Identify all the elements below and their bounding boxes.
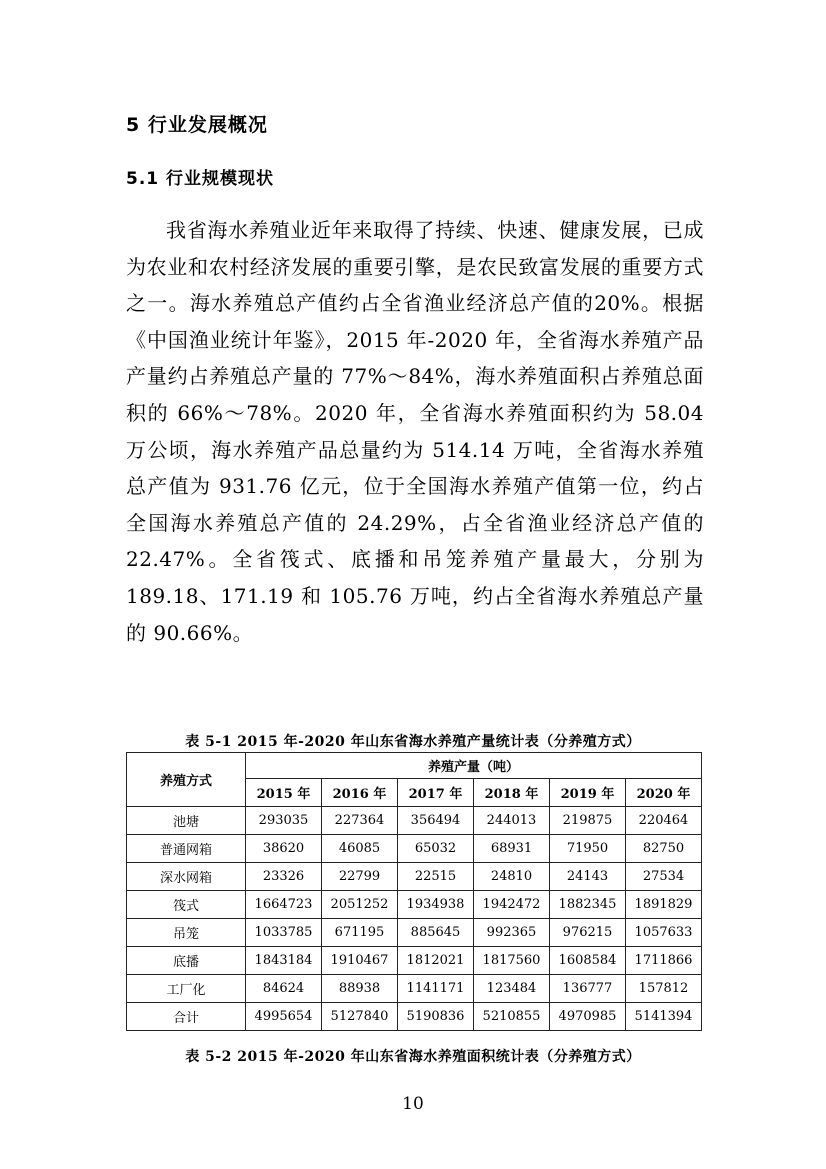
value-cell: 1817560 <box>474 947 550 975</box>
value-cell: 992365 <box>474 919 550 947</box>
value-cell: 68931 <box>474 835 550 863</box>
value-cell: 1882345 <box>550 891 626 919</box>
value-cell: 2051252 <box>322 891 398 919</box>
year-column-header: 2020 年 <box>626 779 702 807</box>
value-cell: 88938 <box>322 975 398 1003</box>
value-cell: 5190836 <box>398 1003 474 1031</box>
production-table <box>126 752 702 1031</box>
value-cell: 1942472 <box>474 891 550 919</box>
value-cell: 1910467 <box>322 947 398 975</box>
value-cell: 227364 <box>322 807 398 835</box>
value-cell: 244013 <box>474 807 550 835</box>
body-paragraph: 我省海水养殖业近年来取得了持续、快速、健康发展，已成为农业和农村经济发展的重要引擎，是农民致富发展的重要方式之一。海水养殖总产值约占全省渔业经济总产值的20%。根据《中国渔业统计年鉴》，2015 年-2020 年，全省海水养殖产品产量约占养殖总产量的 77%～84%，海水养殖面积占养殖总面积的 66%～78%。2020 年，全省海水养殖面积约为 58.04 万公顷，海水养殖产品总量约为 514.14 万吨，全省海水养殖总产值为 931.76 亿元，位于全国海水养殖产值第一位，约占全国海水养殖总产值的 24.29%，占全省渔业经济总产值的 22.47%。全省筏式、底播和吊笼养殖产量最大，分别为 189.18、171.19 和 105.76 万吨，约占全省海水养殖总产量的 90.66%。 <box>126 218 704 645</box>
method-cell: 底播 <box>127 947 246 975</box>
table-caption: 表 5-1 2015 年-2020 年山东省海水养殖产量统计表（分养殖方式） <box>185 734 641 750</box>
value-cell: 24810 <box>474 863 550 891</box>
value-cell: 1711866 <box>626 947 702 975</box>
value-cell: 46085 <box>322 835 398 863</box>
table-row <box>127 975 702 1003</box>
value-cell: 5127840 <box>322 1003 398 1031</box>
value-cell: 220464 <box>626 807 702 835</box>
table-row <box>127 947 702 975</box>
value-cell: 136777 <box>550 975 626 1003</box>
value-cell: 23326 <box>246 863 322 891</box>
value-cell: 38620 <box>246 835 322 863</box>
method-cell: 筏式 <box>127 891 246 919</box>
method-cell: 池塘 <box>127 807 246 835</box>
value-cell: 71950 <box>550 835 626 863</box>
value-cell: 4970985 <box>550 1003 626 1031</box>
method-cell: 普通网箱 <box>127 835 246 863</box>
value-cell: 671195 <box>322 919 398 947</box>
value-cell: 82750 <box>626 835 702 863</box>
value-cell: 157812 <box>626 975 702 1003</box>
value-cell: 1664723 <box>246 891 322 919</box>
page-number: 10 <box>402 1094 424 1114</box>
value-cell: 4995654 <box>246 1003 322 1031</box>
value-cell: 356494 <box>398 807 474 835</box>
value-cell: 5141394 <box>626 1003 702 1031</box>
table-caption-2: 表 5-2 2015 年-2020 年山东省海水养殖面积统计表（分养殖方式） <box>185 1049 641 1065</box>
value-cell: 65032 <box>398 835 474 863</box>
value-cell: 885645 <box>398 919 474 947</box>
value-cell: 1812021 <box>398 947 474 975</box>
table-row <box>127 919 702 947</box>
table-row <box>127 835 702 863</box>
value-cell: 1608584 <box>550 947 626 975</box>
value-cell: 1843184 <box>246 947 322 975</box>
table-row <box>127 1003 702 1031</box>
value-cell: 293035 <box>246 807 322 835</box>
value-cell: 976215 <box>550 919 626 947</box>
value-cell: 22515 <box>398 863 474 891</box>
value-cell: 1891829 <box>626 891 702 919</box>
table-row <box>127 891 702 919</box>
method-column-header: 养殖方式 <box>127 753 246 807</box>
value-cell: 219875 <box>550 807 626 835</box>
year-column-header: 2015 年 <box>246 779 322 807</box>
value-cell: 27534 <box>626 863 702 891</box>
value-cell: 1057633 <box>626 919 702 947</box>
value-cell: 84624 <box>246 975 322 1003</box>
subsection-heading: 5.1 行业规模现状 <box>126 169 275 189</box>
method-cell: 深水网箱 <box>127 863 246 891</box>
section-heading: 5 行业发展概况 <box>126 114 268 136</box>
method-cell: 工厂化 <box>127 975 246 1003</box>
table-row <box>127 863 702 891</box>
year-column-header: 2016 年 <box>322 779 398 807</box>
year-column-header: 2019 年 <box>550 779 626 807</box>
method-cell: 合计 <box>127 1003 246 1031</box>
value-cell: 1141171 <box>398 975 474 1003</box>
method-cell: 吊笼 <box>127 919 246 947</box>
production-group-header: 养殖产量（吨） <box>246 753 702 779</box>
value-cell: 123484 <box>474 975 550 1003</box>
year-column-header: 2017 年 <box>398 779 474 807</box>
value-cell: 24143 <box>550 863 626 891</box>
value-cell: 22799 <box>322 863 398 891</box>
value-cell: 1934938 <box>398 891 474 919</box>
value-cell: 5210855 <box>474 1003 550 1031</box>
table-row <box>127 807 702 835</box>
value-cell: 1033785 <box>246 919 322 947</box>
year-column-header: 2018 年 <box>474 779 550 807</box>
